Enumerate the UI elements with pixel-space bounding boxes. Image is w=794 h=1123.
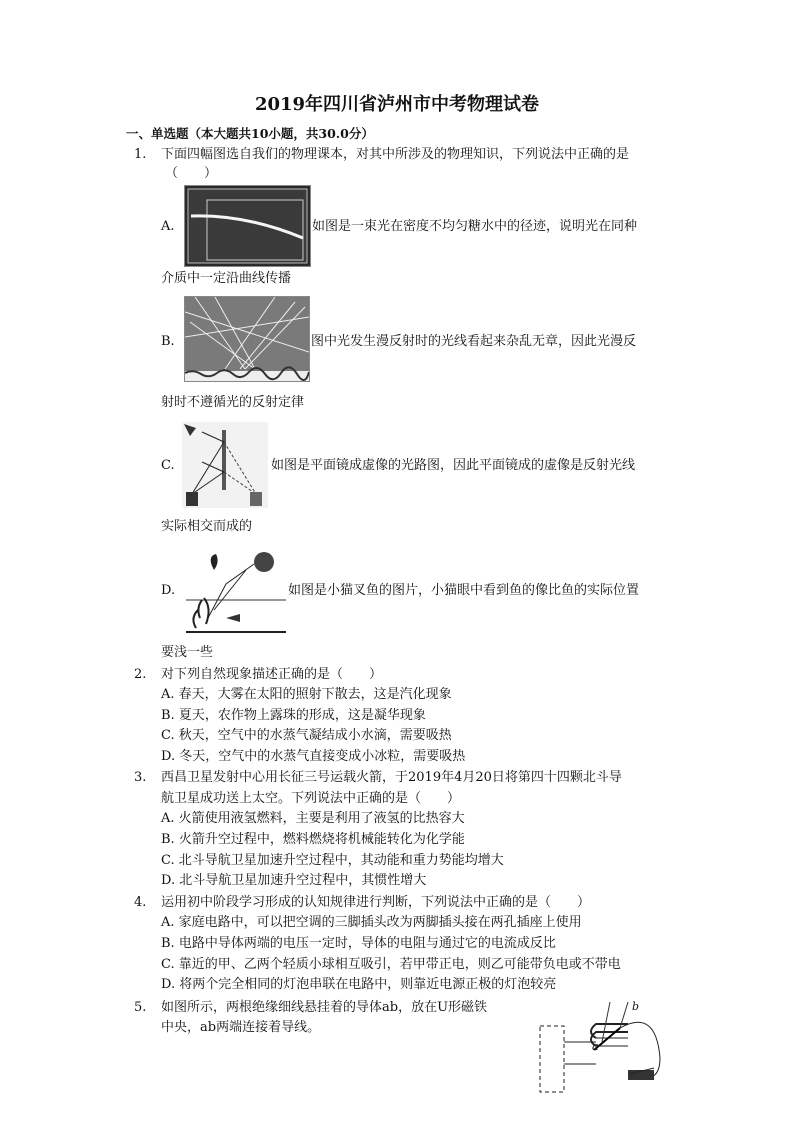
q3-option-c: C. 北斗导航卫星加速升空过程中，其动能和重力势能均增大 xyxy=(161,853,504,868)
page-title: 2019年四川省泸州市中考物理试卷 xyxy=(254,94,540,115)
q4-option-a: A. 家庭电路中，可以把空调的三脚插头改为两脚插头接在两孔插座上使用 xyxy=(161,915,582,930)
q1-c-letter: C. xyxy=(161,458,175,473)
sugar-water-figure xyxy=(184,185,311,267)
q1-a-letter: A. xyxy=(161,219,175,234)
q5-stem-line1: 如图所示，两根绝缘细线悬挂着的导体ab，放在U形磁铁 xyxy=(161,1000,488,1015)
q1-c-cont: 实际相交而成的 xyxy=(161,519,253,534)
q3-number: 3. xyxy=(134,770,147,785)
cat-fishing-figure xyxy=(186,548,286,634)
label-a: a xyxy=(592,1040,599,1053)
q1-b-letter: B. xyxy=(161,334,175,349)
q4-option-c: C. 靠近的甲、乙两个轻质小球相互吸引，若甲带正电，则乙可能带负电或不带电 xyxy=(161,957,621,972)
q1-number: 1. xyxy=(134,147,147,162)
q2-option-d: D. 冬天，空气中的水蒸气直接变成小冰粒，需要吸热 xyxy=(161,749,466,764)
q2-stem: 对下列自然现象描述正确的是（ ） xyxy=(161,667,383,682)
q1-paren: （ ） xyxy=(165,166,218,181)
diffuse-reflection-figure xyxy=(184,296,310,382)
q1-c-text: 如图是平面镜成虚像的光路图，因此平面镜成的虚像是反射光线 xyxy=(271,458,636,473)
section-heading: 一、单选题（本大题共10小题，共30.0分） xyxy=(126,126,374,141)
q1-a-cont: 介质中一定沿曲线传播 xyxy=(161,271,292,286)
q5-stem-line2: 中央，ab两端连接着导线。 xyxy=(161,1020,321,1035)
q1-d-letter: D. xyxy=(161,583,176,598)
q3-option-a: A. 火箭使用液氢燃料，主要是利用了液氢的比热容大 xyxy=(161,811,465,826)
q2-option-c: C. 秋天，空气中的水蒸气凝结成小水滴，需要吸热 xyxy=(161,728,452,743)
q4-option-d: D. 将两个完全相同的灯泡串联在电路中，则靠近电源正极的灯泡较亮 xyxy=(161,977,557,992)
q4-stem: 运用初中阶段学习形成的认知规律进行判断，下列说法中正确的是（ ） xyxy=(161,895,591,910)
q3-option-b: B. 火箭升空过程中，燃料燃烧将机械能转化为化学能 xyxy=(161,832,465,847)
q3-option-d: D. 北斗导航卫星加速升空过程中，其惯性增大 xyxy=(161,873,427,888)
q5-number: 5. xyxy=(134,1000,147,1015)
q1-b-cont: 射时不遵循光的反射定律 xyxy=(161,395,305,410)
label-b: b xyxy=(632,1000,640,1013)
magnet-circuit-figure xyxy=(536,998,672,1096)
plane-mirror-figure xyxy=(182,422,268,508)
q1-stem: 下面四幅图选自我们的物理课本，对其中所涉及的物理知识，下列说法中正确的是 xyxy=(161,147,630,162)
q1-a-text: 如图是一束光在密度不均匀糖水中的径迹，说明光在同种 xyxy=(312,219,638,234)
q1-b-text: 图中光发生漫反射时的光线看起来杂乱无章，因此光漫反 xyxy=(311,334,637,349)
q3-stem-line1: 西昌卫星发射中心用长征三号运载火箭，于2019年4月20日将第四十四颗北斗导 xyxy=(161,770,622,785)
q1-d-cont: 要浅一些 xyxy=(161,645,214,660)
q2-option-b: B. 夏天，农作物上露珠的形成，这是凝华现象 xyxy=(161,708,426,723)
q2-number: 2. xyxy=(134,667,147,682)
q4-number: 4. xyxy=(134,895,147,910)
q2-option-a: A. 春天，大雾在太阳的照射下散去，这是汽化现象 xyxy=(161,687,452,702)
q3-stem-line2: 航卫星成功送上太空。下列说法中正确的是（ ） xyxy=(161,791,461,806)
q1-d-text: 如图是小猫叉鱼的图片，小猫眼中看到鱼的像比鱼的实际位置 xyxy=(288,583,640,598)
q4-option-b: B. 电路中导体两端的电压一定时，导体的电阻与通过它的电流成反比 xyxy=(161,936,556,951)
